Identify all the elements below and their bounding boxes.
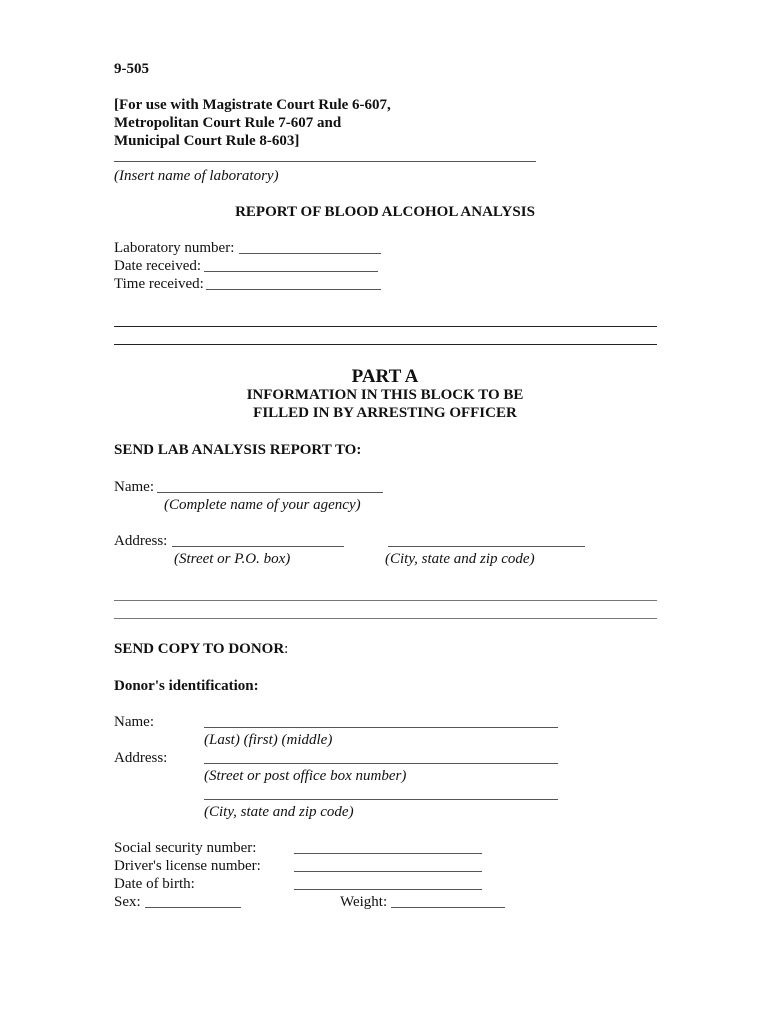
agency-extra-line-2[interactable] xyxy=(114,618,657,619)
send-copy-heading: SEND COPY TO DONOR xyxy=(114,641,285,657)
usage-note-line-1: [For use with Magistrate Court Rule 6-607, xyxy=(114,97,391,113)
agency-street-field[interactable] xyxy=(172,546,344,547)
lab-name-hint: (Insert name of laboratory) xyxy=(114,168,279,184)
lab-number-field[interactable] xyxy=(239,253,381,254)
sex-field[interactable] xyxy=(145,907,241,908)
donor-city-field[interactable] xyxy=(204,799,558,800)
form-number: 9-505 xyxy=(114,61,149,77)
dob-label: Date of birth: xyxy=(114,876,195,892)
donor-address-label: Address: xyxy=(114,750,168,766)
lab-name-field[interactable] xyxy=(114,161,536,162)
dob-field[interactable] xyxy=(294,889,482,890)
donor-name-field[interactable] xyxy=(204,727,558,728)
divider-rule-2 xyxy=(114,344,657,345)
report-title: REPORT OF BLOOD ALCOHOL ANALYSIS xyxy=(235,204,535,220)
part-a-subtitle-line-1: INFORMATION IN THIS BLOCK TO BE xyxy=(246,387,524,403)
agency-name-hint: (Complete name of your agency) xyxy=(164,497,361,513)
usage-note-line-2: Metropolitan Court Rule 7-607 and xyxy=(114,115,342,131)
donor-name-hint: (Last) (first) (middle) xyxy=(204,732,333,748)
date-received-field[interactable] xyxy=(204,271,378,272)
part-a-subtitle-line-2: FILLED IN BY ARRESTING OFFICER xyxy=(253,405,517,421)
sex-label: Sex: xyxy=(114,894,141,910)
agency-name-label: Name: xyxy=(114,479,154,495)
ssn-label: Social security number: xyxy=(114,840,257,856)
agency-name-field[interactable] xyxy=(157,492,383,493)
agency-city-hint: (City, state and zip code) xyxy=(385,551,535,567)
donor-name-label: Name: xyxy=(114,714,154,730)
time-received-field[interactable] xyxy=(206,289,381,290)
lab-number-label: Laboratory number: xyxy=(114,240,235,256)
donor-id-heading: Donor's identification: xyxy=(114,678,259,694)
divider-rule-1 xyxy=(114,326,657,327)
date-received-label: Date received: xyxy=(114,258,202,274)
donor-city-hint: (City, state and zip code) xyxy=(204,804,354,820)
license-label: Driver's license number: xyxy=(114,858,261,874)
license-field[interactable] xyxy=(294,871,482,872)
weight-field[interactable] xyxy=(391,907,505,908)
agency-extra-line-1[interactable] xyxy=(114,600,657,601)
usage-note-line-3: Municipal Court Rule 8-603] xyxy=(114,133,300,149)
time-received-label: Time received: xyxy=(114,276,204,292)
part-a-title: PART A xyxy=(351,366,419,387)
donor-street-field[interactable] xyxy=(204,763,558,764)
send-report-heading: SEND LAB ANALYSIS REPORT TO: xyxy=(114,442,362,458)
agency-city-field[interactable] xyxy=(388,546,585,547)
ssn-field[interactable] xyxy=(294,853,482,854)
weight-label: Weight: xyxy=(340,894,388,910)
agency-address-label: Address: xyxy=(114,533,168,549)
agency-street-hint: (Street or P.O. box) xyxy=(174,551,291,567)
send-copy-colon: : xyxy=(284,641,289,657)
send-copy-heading-wrap xyxy=(114,640,288,658)
donor-street-hint: (Street or post office box number) xyxy=(204,768,407,784)
